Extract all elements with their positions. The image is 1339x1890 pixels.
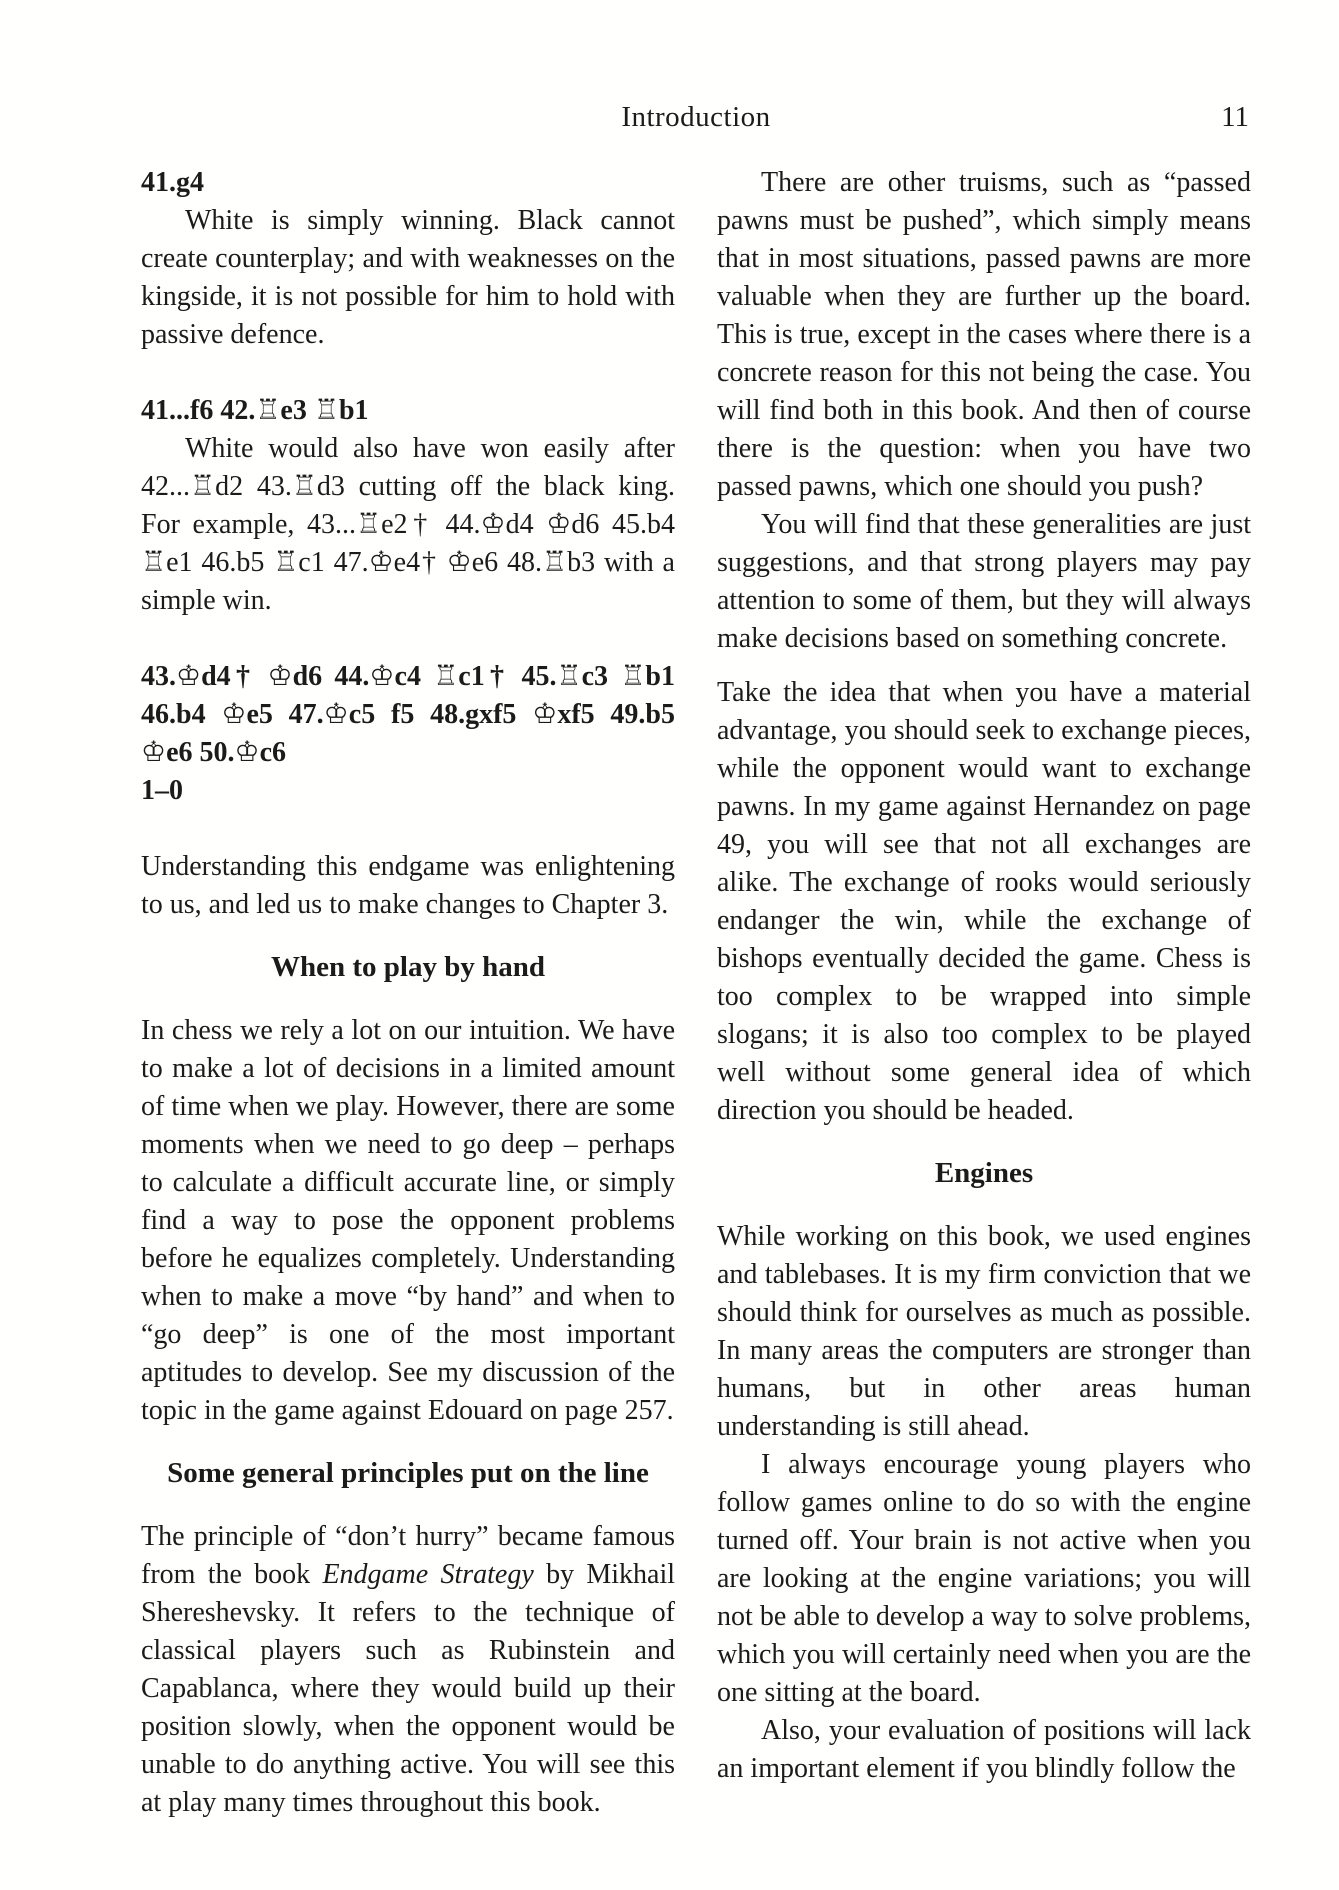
game-result: 1–0 (141, 775, 183, 806)
paragraph-dont-hurry-principle (141, 1518, 675, 1822)
paragraph-white-winning: White is simply winning. Black cannot create counterplay; and with weaknesses on the kingside, it is not possible for him to hold with passive defence. (141, 205, 675, 350)
paragraph-generalities: You will find that these generalities are just suggestions, and that strong players may pay attention to some of them, but they will always make decisions based on something concrete. (717, 509, 1251, 654)
book-title-endgame-strategy: Endgame Strategy (322, 1559, 534, 1590)
paragraph-in-chess-intuition: In chess we rely a lot on our intuition. We have to make a lot of decisions in a limited amount of time when we play. However, there are some moments when we need to go deep – perhaps to calculate a difficult accurate line, or simply find a way to pose the opponent problems before he equalizes completely. Understanding when to make a move “by hand” and when to “go deep” is one of the most important aptitudes to develop. See my discussion of the topic in the game against Edouard on page 257. (141, 1015, 675, 1426)
running-head (141, 98, 1251, 136)
paragraph-while-working: While working on this book, we used engines and tablebases. It is my firm conviction that we should think for ourselves as much as possible. In many areas the computers are stronger than humans, but in other areas human understanding is still ahead. (717, 1221, 1251, 1442)
move-heading-41f6: 41...f6 42.♖e3 ♖b1 (141, 395, 369, 426)
paragraph-other-truisms: There are other truisms, such as “passed pawns must be pushed”, which simply means that in most situations, passed pawns are more valuable when they are further up the board. This is true, except in the cases where there is a concrete reason for this not being the case. You will find both in this book. And then of course there is the question: when you have two passed pawns, which one should you push? (717, 167, 1251, 502)
section-heading-engines: Engines (934, 1157, 1034, 1189)
paragraph-understanding-endgame: Understanding this endgame was enlightening to us, and led us to make changes to Chapter 3. (141, 851, 675, 920)
paragraph-also-evaluation: Also, your evaluation of positions will lack an important element if you blindly follow the (717, 1715, 1251, 1784)
paragraph-dont-hurry-text-end: by Mikhail Shereshevsky. It refers to the technique of classical players such as Rubinstein and Capablanca, where they would build up their position slowly, when the opponent would be unable to do anything active. You will see this at play many times throughout this book. (141, 1559, 676, 1818)
paragraph-encourage-young-players: I always encourage young players who follow games online to do so with the engine turned off. Your brain is not active when you are looking at the engine variations; you will not be able to develop a way to solve problems, which you will certainly need when you are the one sitting at the board. (717, 1449, 1251, 1708)
page-number: 11 (1221, 101, 1249, 133)
paragraph-white-would-have-won: White would also have won easily after 42...♖d2 43.♖d3 cutting off the black king. For example, 43...♖e2† 44.♔d4 ♔d6 45.b4 ♖e1 46.b5 ♖c1 47.♔e4† ♔e6 48.♖b3 with a simple win. (141, 433, 675, 616)
move-sequence-43-50: 43.♔d4† ♔d6 44.♔c4 ♖c1† 45.♖c3 ♖b1 46.b4 ♔e5 47.♔c5 f5 48.gxf5 ♔xf5 49.b5 ♔e6 50.♔c6 (141, 661, 675, 768)
text-block (141, 98, 1251, 1822)
chapter-title: Introduction (621, 101, 771, 133)
paragraph-dont-hurry-text-start: The principle of “don’t hurry” became famous from the book (141, 1521, 675, 1590)
two-column-layout (141, 164, 1251, 1822)
right-column (717, 164, 1251, 1822)
move-heading-41g4: 41.g4 (141, 167, 204, 198)
section-heading-some-general-principles: Some general principles put on the line (167, 1457, 649, 1489)
section-heading-when-to-play-by-hand: When to play by hand (271, 951, 545, 983)
left-column (141, 164, 675, 1822)
paragraph-take-the-idea: Take the idea that when you have a material advantage, you should seek to exchange pieces, while the opponent would want to exchange pawns. In my game against Hernandez on page 49, you will see that not all exchanges are alike. The exchange of rooks would seriously endanger the win, while the exchange of bishops eventually decided the game. Chess is too complex to be wrapped into simple slogans; it is also too complex to be played well without some general idea of which direction you should be headed. (717, 677, 1251, 1126)
